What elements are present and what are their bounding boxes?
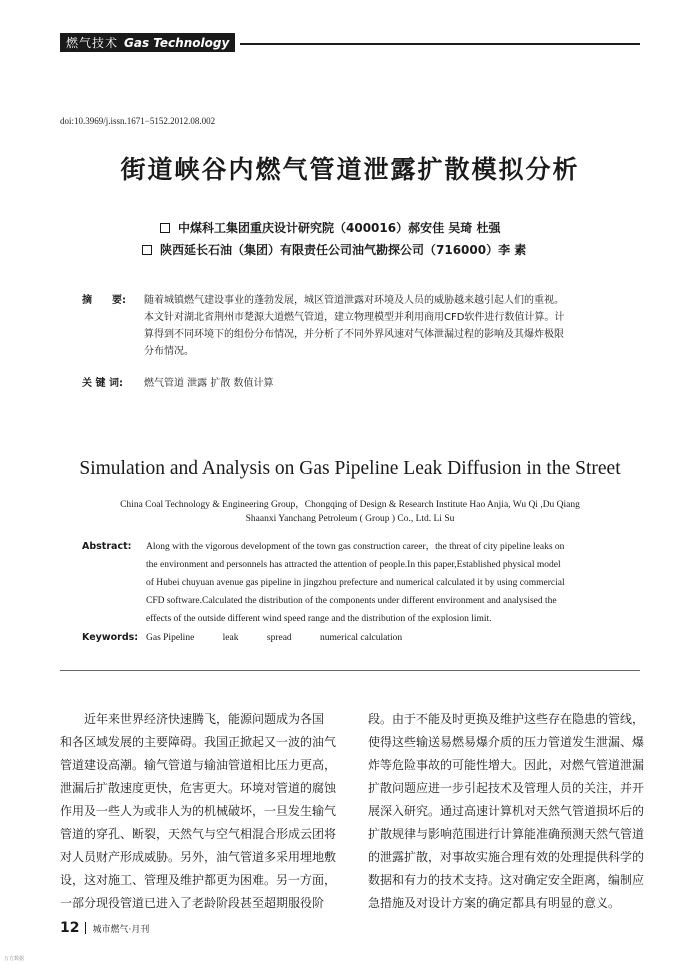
- abstract-cn-label: 摘 要:: [82, 295, 126, 306]
- body-line: 一部分现役管道已进入了老龄阶段甚至超期服役阶: [60, 896, 325, 910]
- header-rule: [240, 43, 640, 45]
- abstract-en: [82, 538, 642, 628]
- abstract-cn-line: 随着城镇燃气建设事业的蓬勃发展，城区管道泄露对环境及人员的威胁越来越引起人们的重视。: [144, 295, 564, 306]
- abstract-cn-line: 分布情况。: [144, 346, 194, 357]
- keywords-cn-label: 关 键 词:: [82, 378, 123, 389]
- keyword-item: Gas Pipeline: [146, 633, 195, 643]
- body-line: 数据和有力的技术支持。这对确定安全距离，编制应: [368, 873, 645, 887]
- journal-name: 城市燃气·月刊: [92, 924, 150, 935]
- body-column-right: [368, 708, 653, 915]
- affiliation-cn-1: 中煤科工集团重庆设计研究院（400016）郝安佳 吴琦 杜强: [160, 219, 500, 236]
- body-line: 设，这对施工、管理及维护都更为困难。另一方面，: [60, 873, 337, 887]
- doi: doi:10.3969/j.issn.1671−5152.2012.08.002: [60, 116, 216, 126]
- keywords-en: [82, 629, 642, 647]
- square-bullet-icon: [142, 245, 152, 255]
- abstract-en-label: Abstract:: [82, 541, 132, 552]
- body-line: 炸等危险事故的可能性增大。因此，对燃气管道泄漏: [368, 758, 645, 772]
- body-line: 管道建设高潮。输气管道与输油管道相比压力更高，: [60, 758, 337, 772]
- keywords-cn: [82, 375, 642, 392]
- body-line: 管道的穿孔、断裂，天然气与空气相混合形成云团将: [60, 827, 337, 841]
- body-column-left: [60, 708, 345, 915]
- body-line: 泄漏后扩散速度更快，危害更大。环境对管道的腐蚀: [60, 781, 337, 795]
- abstract-en-line: of Hubei chuyuan avenue gas pipeline in jingzhou prefecture and numerical calculated it by using commercial: [146, 578, 565, 588]
- keyword-item: spread: [266, 633, 292, 643]
- keywords-en-label: Keywords:: [82, 632, 139, 643]
- keyword-item: leak: [222, 633, 239, 643]
- footer-separator: [85, 922, 86, 934]
- abstract-cn: [82, 292, 642, 360]
- body-line: 展深入研究。通过高速计算机对天然气管道损坏后的: [368, 804, 645, 818]
- abstract-en-line: effects of the outside different wind speed range and the distribution of the explosion limit.: [146, 614, 492, 624]
- corner-watermark: 万方数据: [4, 956, 25, 962]
- page-number: 12: [60, 920, 80, 936]
- body-line: 使得这些输送易燃易爆介质的压力管道发生泄漏、爆: [368, 735, 645, 749]
- abstract-cn-line: 算得到不同环境下的组份分布情况，并分析了不同外界风速对气体泄漏过程的影响及其爆炸极限: [144, 329, 564, 340]
- title-en: Simulation and Analysis on Gas Pipeline Leak Diffusion in the Street: [79, 458, 621, 479]
- section-title-en: Gas Technology: [124, 35, 230, 50]
- body-line: 近年来世界经济快速腾飞，能源问题成为各国: [60, 712, 325, 726]
- body-line: 对人员财产形成威胁。另外，油气管道多采用埋地敷: [60, 850, 337, 864]
- affiliation-en-1: China Coal Technology & Engineering Group，Chongqing of Design & Research Institute Hao Anjia, Wu Qi ,Du Qiang: [120, 500, 580, 510]
- section-header: [60, 33, 235, 52]
- square-bullet-icon: [160, 223, 170, 233]
- body-line: 作用及一些人为或非人为的机械破坏，一旦发生输气: [60, 804, 337, 818]
- abstract-en-line: CFD software.Calculated the distribution of the components under different environment and analysised the: [146, 596, 557, 606]
- keyword-item: numerical calculation: [320, 633, 403, 643]
- section-divider: [60, 670, 640, 671]
- affiliation-en-2: Shaanxi Yanchang Petroleum ( Group ) Co., Ltd. Li Su: [245, 514, 455, 524]
- section-title-cn: 燃气技术: [66, 36, 119, 50]
- page-footer: [60, 920, 149, 936]
- body-line: 段。由于不能及时更换及维护这些存在隐患的管线，: [368, 712, 645, 726]
- body-line: 扩散问题应进一步引起技术及管理人员的关注，并开: [368, 781, 645, 795]
- title-cn: 街道峡谷内燃气管道泄露扩散模拟分析: [120, 155, 580, 184]
- body-line: 的泄露扩散，对事故实施合理有效的处理提供科学的: [368, 850, 645, 864]
- body-line: 和各区域发展的主要障碍。我国正掀起又一波的油气: [60, 735, 337, 749]
- abstract-cn-line: 本文针对湖北省荆州市楚源大道燃气管道，建立物理模型并利用商用CFD软件进行数值计算。计: [144, 312, 565, 323]
- abstract-en-line: the environment and personnels has attracted the attention of people.In this paper,Established physical model: [146, 560, 561, 570]
- affiliation-cn-2: 陕西延长石油（集团）有限责任公司油气勘探公司（716000）李 素: [142, 241, 526, 258]
- abstract-en-line: Along with the vigorous development of the town gas construction career，the threat of city pipeline leaks on: [146, 542, 565, 552]
- keywords-cn-text: 燃气管道 泄露 扩散 数值计算: [144, 378, 274, 389]
- section-badge: [60, 33, 235, 52]
- body-line: 扩散规律与影响范围进行计算能准确预测天然气管道: [368, 827, 645, 841]
- body-line: 急措施及对设计方案的确定都具有明显的意义。: [368, 896, 621, 910]
